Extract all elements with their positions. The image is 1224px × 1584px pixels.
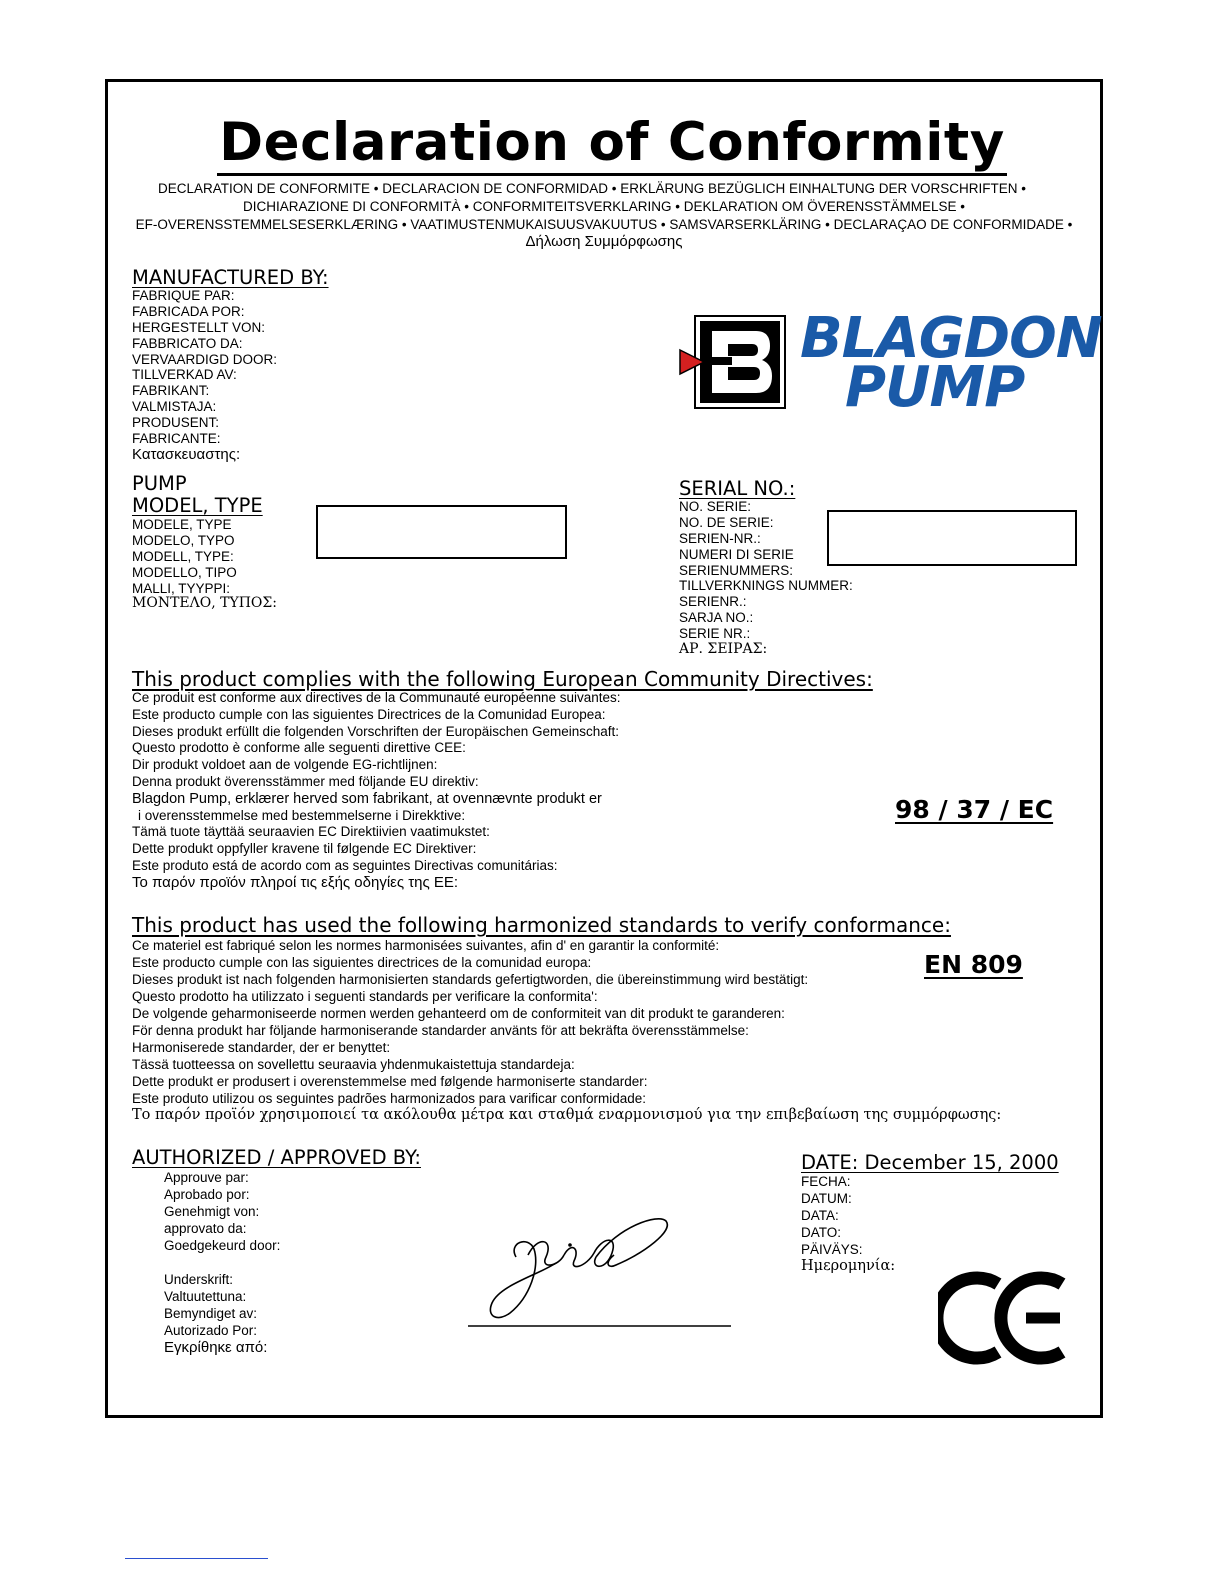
translation-line: TILLVERKNINGS NUMMER:: [679, 578, 853, 594]
translation-line: Tässä tuotteessa on sovellettu seuraavia yhdenmukaistettuja standardeja:: [132, 1057, 575, 1072]
translation-line: i overensstemmelse med bestemmelserne i Direkktive:: [138, 807, 466, 823]
authorized-heading: AUTHORIZED / APPROVED BY:: [132, 1146, 421, 1169]
translation-line: FABRICANTE:: [132, 431, 221, 447]
translation-line: Este producto cumple con las siguientes directrices de la comunidad europa:: [132, 955, 592, 970]
translation-line: Harmoniserede standarder, der er benyttet:: [132, 1040, 391, 1055]
signature: [468, 1205, 733, 1330]
translation-line: approvato da:: [164, 1221, 247, 1236]
translation-line: PRODUSENT:: [132, 415, 220, 431]
directive-value: 98 / 37 / EC: [895, 795, 1054, 824]
subtitle-line-1: DECLARATION DE CONFORMITE • DECLARACION DE CONFORMIDAD • ERKLÄRUNG BEZÜGLICH EINHALTUNG DER VORSCHRIFTEN •: [157, 181, 1026, 196]
translation-line: DATA:: [801, 1208, 839, 1223]
translation-line: För denna produkt har följande harmoniserande standarder använts för att bekräfta överensstämmelse:: [132, 1023, 749, 1038]
translation-line: Blagdon Pump, erklærer herved som fabrikant, at ovennævnte produkt er: [132, 790, 602, 807]
serial-heading: SERIAL NO.:: [679, 477, 796, 500]
translation-line: Questo prodotto è conforme alle seguenti direttive CEE:: [132, 740, 466, 756]
pump-model-heading-1: PUMP: [132, 472, 187, 495]
translation-line: MODELL, TYPE:: [132, 548, 234, 564]
translation-line: Ημερομηνία:: [801, 1258, 896, 1274]
translation-line: Κατασκευαστης:: [132, 445, 241, 463]
standards-heading: This product has used the following harmonized standards to verify conformance:: [132, 913, 951, 937]
date-translations: [801, 1173, 895, 1275]
serial-number-field[interactable]: [827, 510, 1077, 566]
translation-line: FABRIQUE PAR:: [132, 288, 235, 303]
pump-model-field[interactable]: [316, 505, 567, 559]
translation-line: Dir produkt voldoet aan de volgende EG-richtlijnen:: [132, 757, 438, 773]
translation-line: Το παρόν προϊόν πληροί τις εξής οδηγίες της ΕΕ:: [132, 873, 459, 891]
translation-line: Underskrift:: [164, 1272, 234, 1287]
pump-model-heading-2: MODEL, TYPE: [132, 494, 263, 517]
translation-line: Bemyndiget av:: [164, 1306, 258, 1321]
directives-translations: [132, 690, 621, 892]
translation-line: NO. SERIE:: [679, 499, 752, 514]
translation-line: SERIENR.:: [679, 594, 747, 610]
translation-line: SERIEN-NR.:: [679, 530, 761, 546]
translation-line: Este producto cumple con las siguientes Directrices de la Comunidad Europea:: [132, 706, 606, 722]
translation-line: MODELO, TYPO: [132, 532, 235, 548]
translation-line: Autorizado Por:: [164, 1323, 258, 1338]
translation-line: ΑΡ. ΣΕΙΡΑΣ:: [679, 641, 768, 658]
directives-heading: This product complies with the following European Community Directives:: [132, 667, 873, 691]
translation-line: HERGESTELLT VON:: [132, 319, 266, 335]
translation-line: Tämä tuote täyttää seuraavien EC Direktiivien vaatimukstet:: [132, 824, 490, 840]
translation-line: FABBRICATO DA:: [132, 335, 243, 351]
translation-line: NO. DE SERIE:: [679, 514, 774, 530]
standard-value: EN 809: [924, 950, 1023, 979]
date-heading: DATE: December 15, 2000: [801, 1151, 1059, 1174]
subtitle-line-3: EF-OVERENSSTEMMELSESERKLÆRING • VAATIMUSTENMUKAISUUSVAKUUTUS • SAMSVARSERKLÄRING • DECLARAÇAO DE CONFORMIDADE •: [135, 217, 1073, 232]
translation-line: Goedgekeurd door:: [164, 1238, 281, 1253]
translation-line: SARJA NO.:: [679, 610, 754, 626]
ce-mark-icon: [938, 1270, 1068, 1366]
pump-model-translations: [132, 517, 277, 612]
translation-line: Genehmigt von:: [164, 1204, 260, 1219]
translation-line: Το παρόν προϊόν χρησιμοποιεί τα ακόλουθα μέτρα και σταθμά εναρμονισμού για την επιβεβαίωση της συμμόρφωσης:: [132, 1107, 1002, 1123]
logo-text-blagdon: BLAGDON: [800, 306, 1102, 371]
translation-line: MALLI, TYYPPI:: [132, 580, 231, 596]
logo-text-pump: PUMP: [845, 355, 1025, 420]
subtitle-line-2: DICHIARAZIONE DI CONFORMITÀ • CONFORMITEITSVERKLARING • DEKLARATION OM ÖVERENSSTÄMMELSE •: [242, 199, 965, 214]
translation-line: SERIE NR.:: [679, 626, 751, 642]
ce-mark-graphic: [938, 1270, 1068, 1366]
authorized-translations-b: [164, 1271, 267, 1356]
translation-line: Dieses produkt erfüllt die folgenden Vorschriften der Europäischen Gemeinschaft:: [132, 723, 620, 739]
translation-line: Ce materiel est fabriqué selon les normes harmonisées suivantes, afin d' en garantir la conformité:: [132, 938, 720, 953]
standards-translations: [132, 937, 1001, 1124]
translation-line: Aprobado por:: [164, 1187, 250, 1202]
manufactured-heading: MANUFACTURED BY:: [132, 266, 329, 289]
translation-line: Dette produkt er produsert i overenstemmelse med følgende harmoniserte standarder:: [132, 1074, 648, 1089]
translation-line: NUMERI DI SERIE: [679, 546, 794, 562]
translation-line: Este produto utilizou os seguintes padrões harmonizados para varificar conformidade:: [132, 1091, 647, 1106]
translation-line: SERIENUMMERS:: [679, 562, 794, 578]
signature-scribble-icon: [468, 1205, 733, 1330]
blagdon-b-icon: [678, 314, 788, 410]
page-title: Declaration of Conformity: [0, 112, 1224, 173]
company-logo-mark: [678, 314, 788, 410]
translation-line: Dieses produkt ist nach folgenden harmonisierten standards gefertigtworden, die übereinstimmung wird bestätigt:: [132, 972, 809, 987]
translation-line: Εγκρίθηκε από:: [164, 1339, 268, 1356]
translation-line: TILLVERKAD AV:: [132, 367, 237, 383]
translation-line: MODELLO, TIPO: [132, 564, 237, 580]
translation-line: DATUM:: [801, 1191, 852, 1206]
translation-line: Dette produkt oppfyller kravene til følgende EC Direktiver:: [132, 841, 477, 857]
translation-line: VERVAARDIGD DOOR:: [132, 351, 278, 367]
translation-line: PÄIVÄYS:: [801, 1242, 863, 1257]
authorized-translations-a: [164, 1169, 280, 1254]
translation-line: Questo prodotto ha utilizzato i seguenti standards per verificare la conformita':: [132, 989, 598, 1004]
translation-line: Este produto está de acordo com as seguintes Directivas comunitárias:: [132, 857, 558, 873]
translation-line: ΜΟΝΤΕΛΟ, ΤΥΠΟΣ:: [132, 595, 277, 612]
translation-line: De volgende geharmoniseerde normen werden gehanteerd om de conformiteit van dit produkt te garanderen:: [132, 1006, 785, 1021]
translation-line: FABRIKANT:: [132, 383, 210, 399]
translation-line: Valtuutettuna:: [164, 1289, 247, 1304]
translation-line: MODELE, TYPE: [132, 517, 232, 532]
translation-line: VALMISTAJA:: [132, 399, 217, 415]
translation-line: FABRICADA POR:: [132, 303, 245, 319]
translation-line: Ce produit est conforme aux directives de la Communauté européenne suivantes:: [132, 690, 621, 705]
translation-line: DATO:: [801, 1225, 842, 1240]
translation-line: Approuve par:: [164, 1170, 249, 1185]
subtitle-line-greek: Δήλωση Συμμόρφωσης: [525, 233, 683, 250]
translation-line: FECHA:: [801, 1174, 851, 1189]
footer-rule: [125, 1558, 268, 1559]
manufactured-translations: [132, 288, 277, 463]
translation-line: Denna produkt överensstämmer med följande EU direktiv:: [132, 773, 479, 789]
